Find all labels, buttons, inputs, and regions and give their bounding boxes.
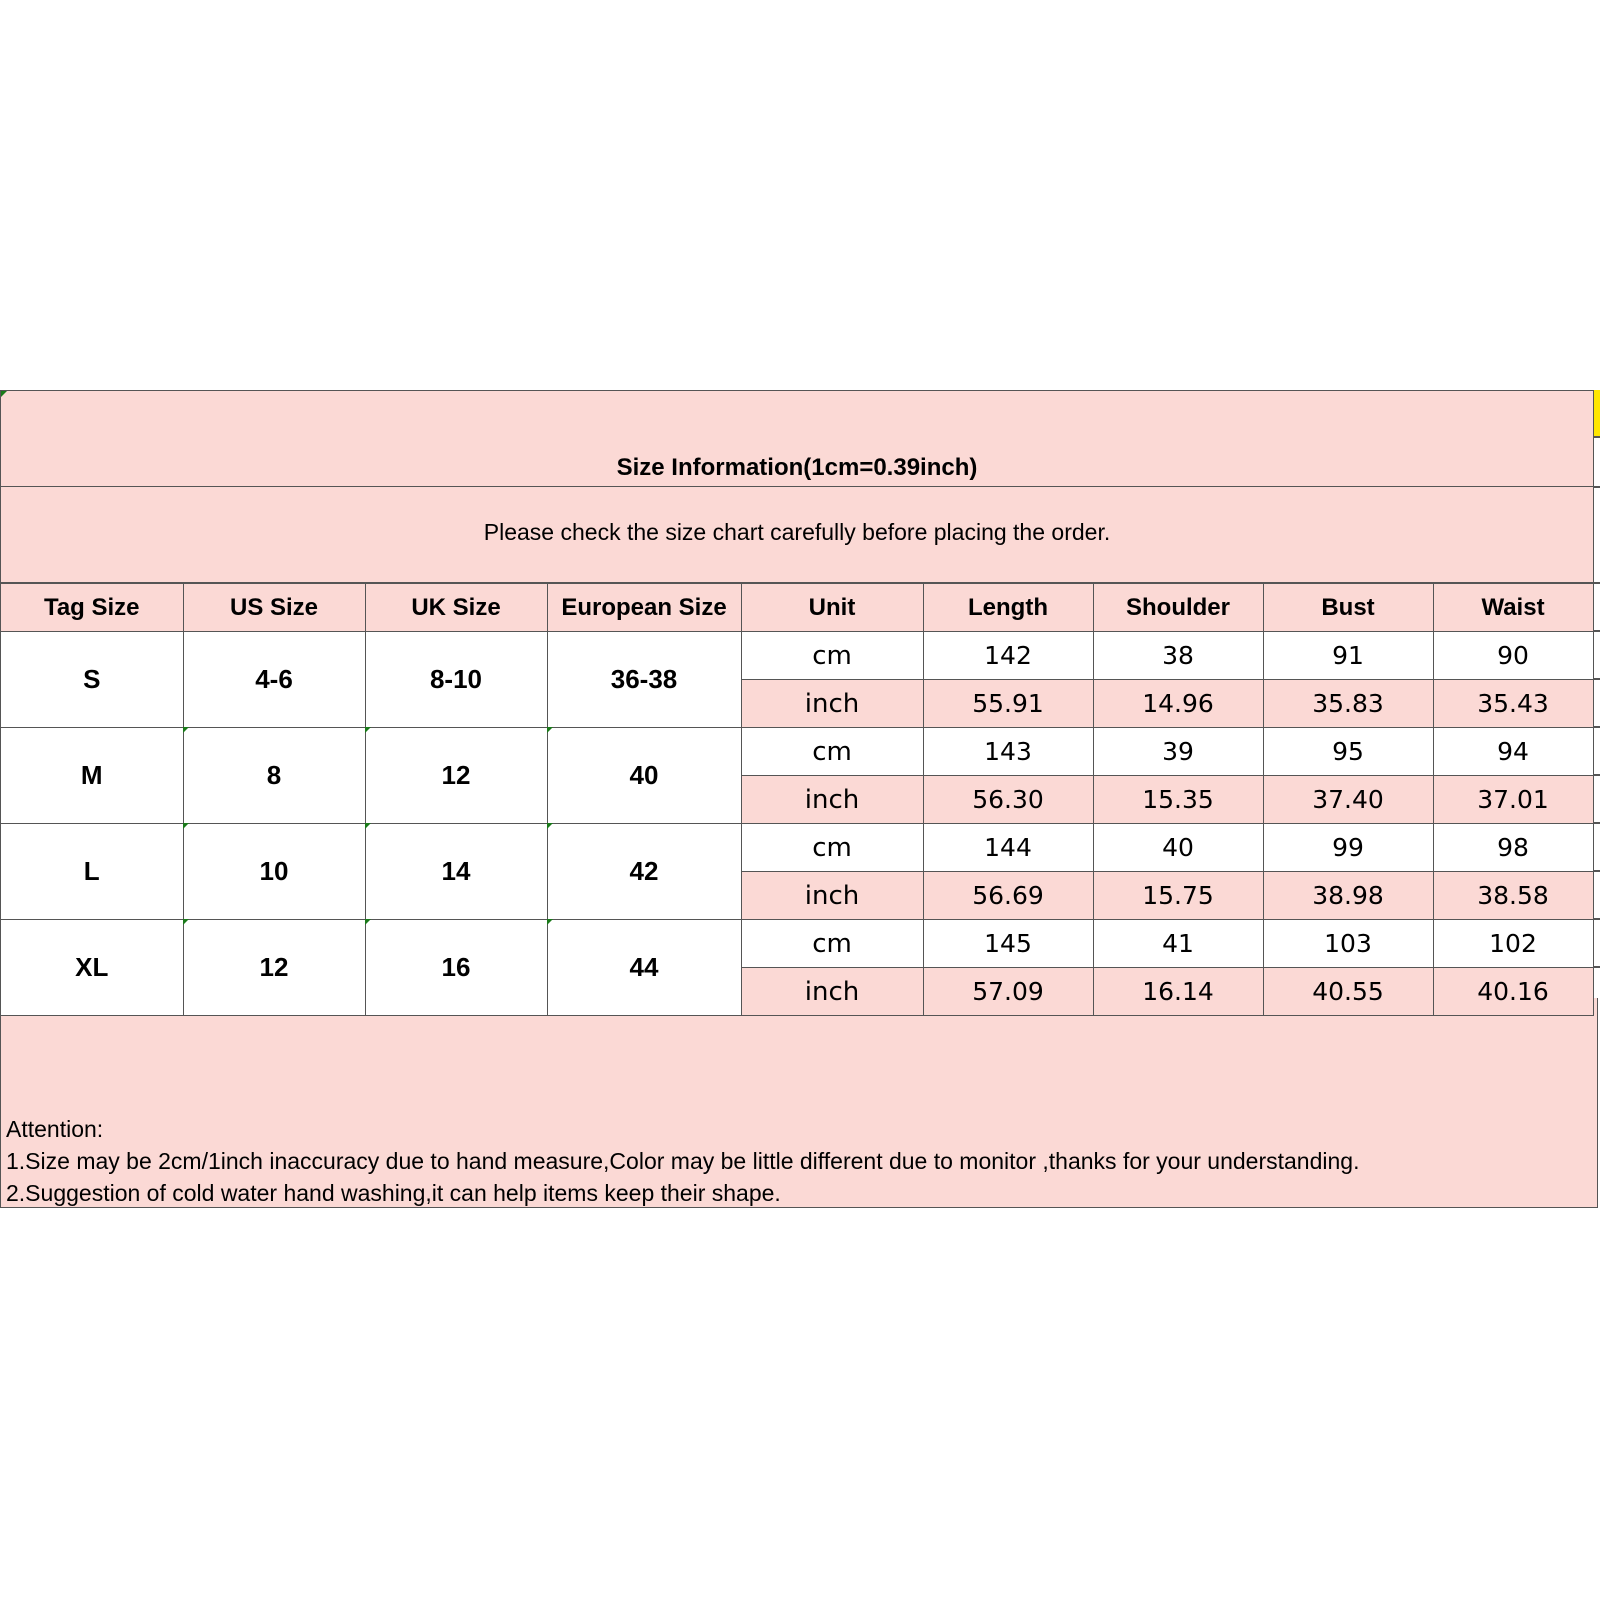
bust-cell: 99	[1263, 824, 1433, 872]
chart-subtitle: Please check the size chart carefully before placing the order.	[483, 519, 1111, 545]
eu-size-cell: 44	[547, 920, 741, 1016]
column-divider	[1594, 966, 1600, 968]
cell-comment-marker	[183, 727, 189, 733]
us-size-cell: 12	[183, 920, 365, 1016]
eu-size-cell: 40	[547, 728, 741, 824]
tag-size-cell: S	[1, 632, 183, 728]
unit-cell: inch	[741, 776, 923, 824]
unit-cell: inch	[741, 872, 923, 920]
waist-cell: 90	[1433, 632, 1593, 680]
waist-cell: 40.16	[1433, 968, 1593, 1016]
waist-cell: 37.01	[1433, 776, 1593, 824]
uk-size-cell: 12	[365, 728, 547, 824]
unit-cell: cm	[741, 632, 923, 680]
right-edge-column	[1593, 390, 1600, 998]
length-cell: 56.30	[923, 776, 1093, 824]
us-size-cell: 10	[183, 824, 365, 920]
unit-cell: cm	[741, 728, 923, 776]
waist-cell: 35.43	[1433, 680, 1593, 728]
unit-cell: cm	[741, 920, 923, 968]
column-divider	[1594, 678, 1600, 680]
length-cell: 145	[923, 920, 1093, 968]
waist-cell: 38.58	[1433, 872, 1593, 920]
notes-heading: Attention:	[6, 1116, 104, 1142]
length-cell: 142	[923, 632, 1093, 680]
column-divider	[1594, 486, 1600, 488]
shoulder-cell: 41	[1093, 920, 1263, 968]
shoulder-cell: 40	[1093, 824, 1263, 872]
bust-cell: 40.55	[1263, 968, 1433, 1016]
header-uk-size: UK Size	[365, 584, 547, 632]
attention-notes	[6, 1113, 1359, 1209]
cell-comment-marker	[547, 919, 553, 925]
uk-size-cell: 8-10	[365, 632, 547, 728]
column-divider	[1594, 774, 1600, 776]
unit-cell: inch	[741, 968, 923, 1016]
waist-cell: 98	[1433, 824, 1593, 872]
cell-comment-marker	[1, 391, 7, 397]
unit-cell: cm	[741, 824, 923, 872]
column-divider	[1594, 582, 1600, 584]
header-us-size: US Size	[183, 584, 365, 632]
shoulder-cell: 38	[1093, 632, 1263, 680]
cell-comment-marker	[547, 823, 553, 829]
cell-comment-marker	[365, 823, 371, 829]
waist-cell: 102	[1433, 920, 1593, 968]
cell-comment-marker	[183, 919, 189, 925]
table-row-m-cm	[1, 728, 1593, 776]
header-length: Length	[923, 584, 1093, 632]
subtitle-row	[1, 487, 1593, 583]
shoulder-cell: 15.75	[1093, 872, 1263, 920]
table-row-l-cm	[1, 824, 1593, 872]
table-row-s-cm	[1, 632, 1593, 680]
length-cell: 57.09	[923, 968, 1093, 1016]
bust-cell: 38.98	[1263, 872, 1433, 920]
column-divider	[1594, 822, 1600, 824]
yellow-cell-marker	[1594, 390, 1600, 436]
header-bust: Bust	[1263, 584, 1433, 632]
waist-cell: 94	[1433, 728, 1593, 776]
shoulder-cell: 15.35	[1093, 776, 1263, 824]
table-header-row	[1, 584, 1593, 632]
header-european-size: European Size	[547, 584, 741, 632]
uk-size-cell: 14	[365, 824, 547, 920]
chart-title: Size Information(1cm=0.39inch)	[616, 454, 978, 481]
uk-size-cell: 16	[365, 920, 547, 1016]
notes-line-2: 2.Suggestion of cold water hand washing,it can help items keep their shape.	[6, 1180, 781, 1206]
cell-comment-marker	[365, 919, 371, 925]
size-table	[1, 583, 1594, 1016]
bust-cell: 91	[1263, 632, 1433, 680]
length-cell: 56.69	[923, 872, 1093, 920]
column-divider	[1594, 436, 1600, 438]
length-cell: 143	[923, 728, 1093, 776]
shoulder-cell: 14.96	[1093, 680, 1263, 728]
tag-size-cell: M	[1, 728, 183, 824]
column-divider	[1594, 918, 1600, 920]
column-divider	[1594, 870, 1600, 872]
eu-size-cell: 42	[547, 824, 741, 920]
bust-cell: 95	[1263, 728, 1433, 776]
header-tag-size: Tag Size	[1, 584, 183, 632]
bust-cell: 103	[1263, 920, 1433, 968]
shoulder-cell: 39	[1093, 728, 1263, 776]
unit-cell: inch	[741, 680, 923, 728]
shoulder-cell: 16.14	[1093, 968, 1263, 1016]
header-unit: Unit	[741, 584, 923, 632]
notes-line-1: 1.Size may be 2cm/1inch inaccuracy due to hand measure,Color may be little different due to monitor ,thanks for your understanding.	[6, 1148, 1360, 1174]
length-cell: 144	[923, 824, 1093, 872]
table-row-xl-cm	[1, 920, 1593, 968]
header-waist: Waist	[1433, 584, 1593, 632]
title-row	[1, 391, 1593, 487]
us-size-cell: 4-6	[183, 632, 365, 728]
cell-comment-marker	[365, 727, 371, 733]
length-cell: 55.91	[923, 680, 1093, 728]
eu-size-cell: 36-38	[547, 632, 741, 728]
bust-cell: 37.40	[1263, 776, 1433, 824]
column-divider	[1594, 726, 1600, 728]
bust-cell: 35.83	[1263, 680, 1433, 728]
tag-size-cell: L	[1, 824, 183, 920]
cell-comment-marker	[547, 727, 553, 733]
us-size-cell: 8	[183, 728, 365, 824]
header-shoulder: Shoulder	[1093, 584, 1263, 632]
cell-comment-marker	[183, 823, 189, 829]
size-chart-sheet	[0, 390, 1598, 1208]
column-divider	[1594, 630, 1600, 632]
tag-size-cell: XL	[1, 920, 183, 1016]
